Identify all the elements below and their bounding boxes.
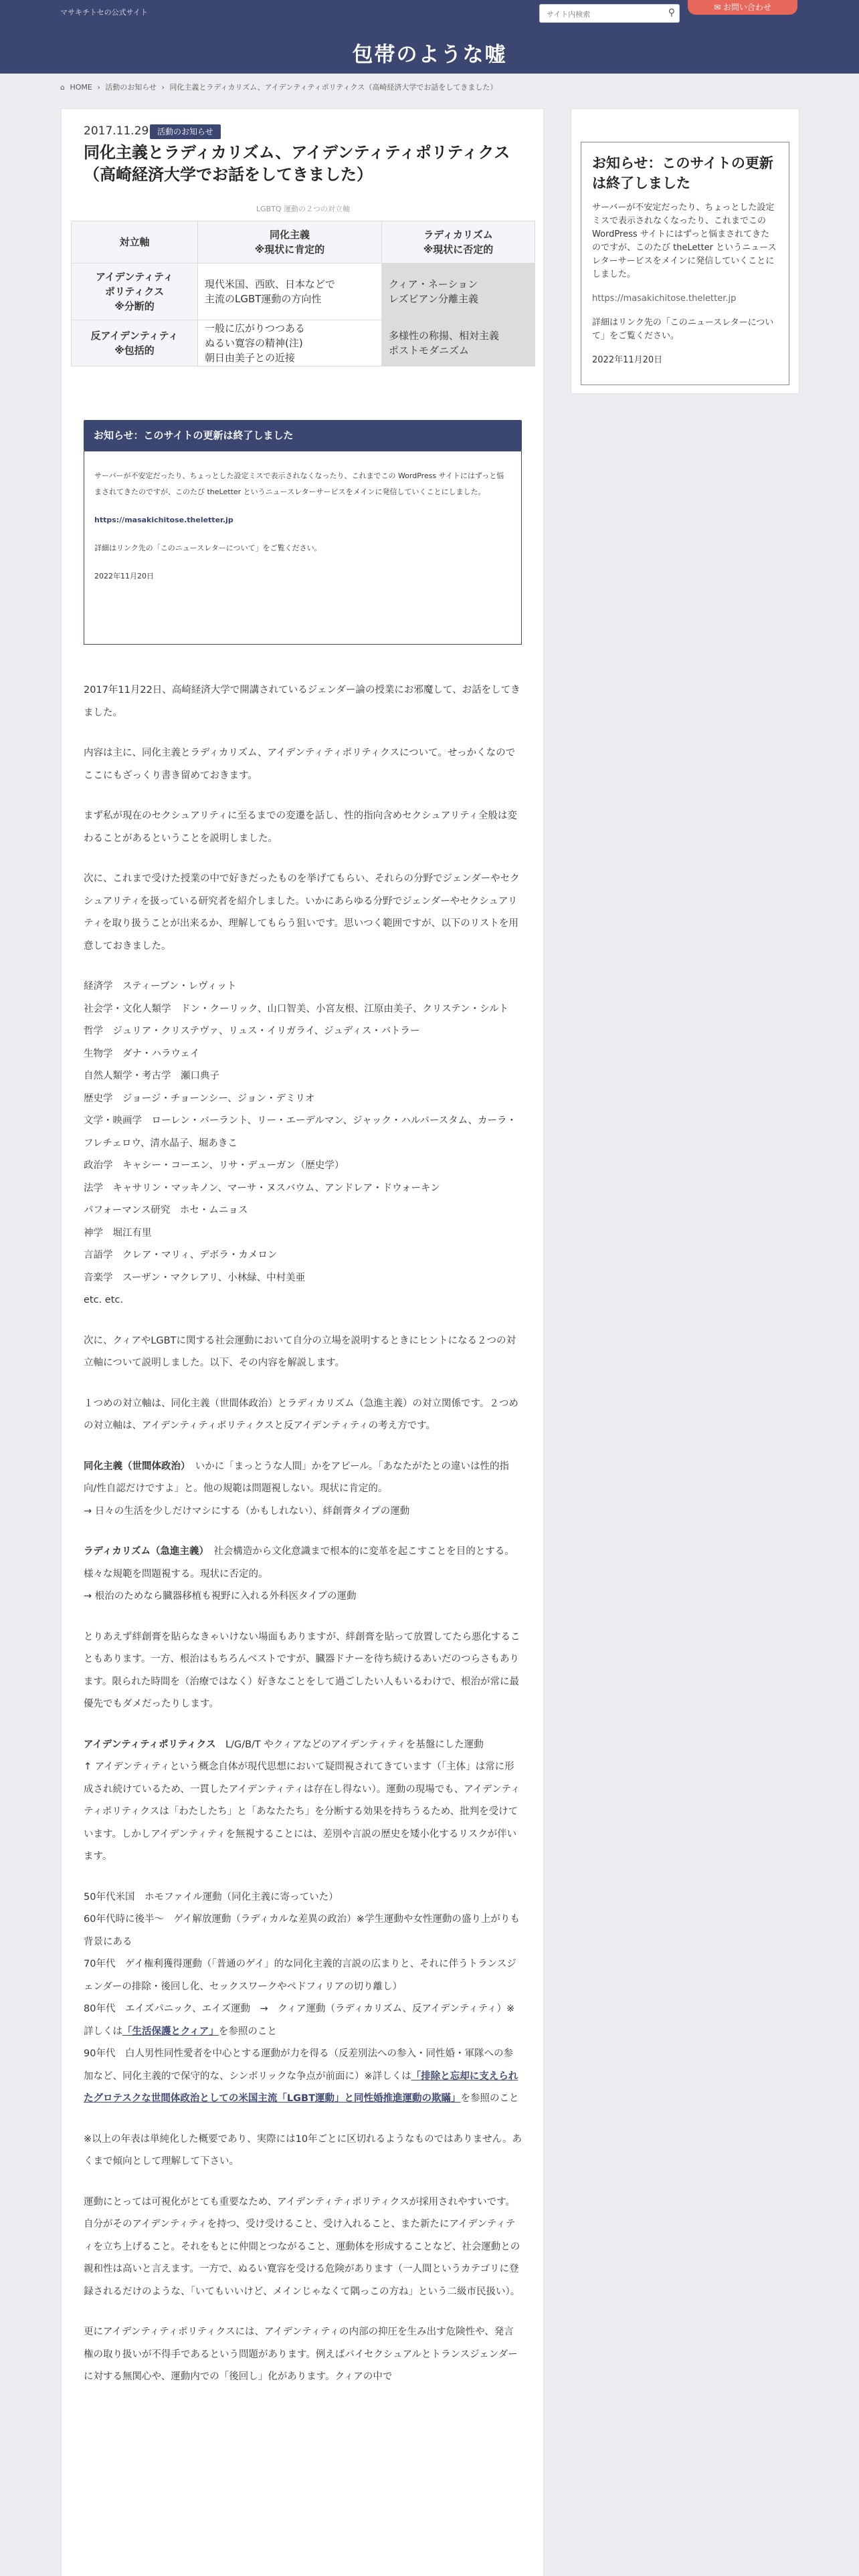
list-item: etc. etc.	[84, 1295, 123, 1305]
paragraph: 更にアイデンティティポリティクスには、アイデンティティの内部の抑圧を生み出す危険性や、発言権の取り扱いが不得手であるという問題があります。例えばバイセクシュアルとトランスジェンダーに対する無関心や、運動内での「後回し」化があります。クィアの中で	[84, 2327, 518, 2382]
assimilation-block: 同化主義（世間体政治） いかに「まっとうな人間」かをアピール。「あなたがたとの違いは性的指向/性自認だけですよ」と。他の規範は問題視しない。現状に肯定的。 → 日々の生活を少しだけマシにする（かもしれない）、絆創膏タイプの運動	[84, 1461, 509, 1517]
article-link[interactable]: 「排除と忘却に支えられたグロテスクな世間体政治としての米国主流「LGBT運動」と同性婚推進運動の欺瞞」	[84, 2070, 518, 2104]
paragraph: ※以上の年表は単純化した概要であり、実際には10年ごとに区切れるようなものではありません。あくまで傾向として理解して下さい。	[84, 2133, 522, 2167]
table-header-cell: ラディカリズム ※現状に否定的	[382, 221, 535, 263]
notice-link[interactable]: https://masakichitose.theletter.jp	[94, 516, 233, 524]
notice-text: サーバーが不安定だったり、ちょっとした設定ミスで表示されなくなったり、これまでこの WordPress サイトにはずっと悩まされてきたのですが、このたび theLetter というニュースレターサービスをメインに発信していくことにしました。	[94, 471, 504, 496]
list-item: 言語学 クレア・マリィ、デボラ・カメロン	[84, 1250, 278, 1261]
table-cell: 多様性の称揚、相対主義 ポストモダニズム	[382, 320, 535, 366]
paragraph: 2017年11月22日、高崎経済大学で開講されているジェンダー論の授業にお邪魔して、お話をしてきました。	[84, 685, 520, 718]
table-cell: 現代米国、西欧、日本などで 主流のLGBT運動の方向性	[198, 263, 382, 320]
table-header-cell: 同化主義 ※現状に肯定的	[198, 221, 382, 263]
site-header	[0, 0, 859, 74]
site-tagline: マサキチトセの公式サイト	[60, 8, 148, 17]
breadcrumb-separator-icon: ›	[97, 83, 100, 92]
paragraph: 次に、これまで受けた授業の中で好きだったものを挙げてもらい、それらの分野でジェンダーやセクシュアリティを扱っている研究者を紹介しました。いかにあらゆる分野でジェンダーやセクシュアリティを取り扱うことが出来るか、理解してもらう狙いです。思いつく範囲ですが、以下のリストを用意しておきました。	[84, 873, 520, 952]
table-cell: クィア・ネーション レズビアン分離主義	[382, 263, 535, 320]
term: アイデンティティポリティクス	[84, 1739, 216, 1750]
list-item: 50年代米国 ホモファイル運動（同化主義に寄っていた）	[84, 1891, 339, 1903]
sidebar-link[interactable]: https://masakichitose.theletter.jp	[592, 294, 737, 304]
sidebar-title: お知らせ：このサイトの更新は終了しました	[592, 155, 773, 191]
article-body	[84, 679, 522, 2407]
paragraph: とりあえず絆創膏を貼らなきゃいけない場面もありますが、絆創膏を貼って放置してたら悪化することもあります。一方、根治はもちろんベストですが、臓器ドナーを待ち続けるあいだのつらさもあります。限られた時間を（治療ではなく）好きなことをして過ごしたい人もいるわけで、根治が常に最優先でもダメだったりします。	[84, 1631, 520, 1709]
post-title: 同化主義とラディカリズム、アイデンティティポリティクス（高崎経済大学でお話をしてきました）	[84, 143, 510, 184]
search-icon[interactable]: ⚲	[668, 7, 675, 18]
list-item: 90年代 白人男性同性愛者を中心とする運動が力を得る（反差別法への参入・同性婚・軍隊への参加など、同化主義的で保守的な、シンボリックな争点が前面に）※詳しくは「排除と忘却に支えられたグロテスクな世間体政治としての米国主流「LGBT運動」と同性婚推進運動の欺瞞」を参照のこと	[84, 2048, 519, 2104]
breadcrumb	[60, 82, 500, 92]
list-item: 神学 堀江有里	[84, 1227, 152, 1239]
sidebar-text: 詳細はリンク先の「このニュースレターについて」をご覧ください。	[592, 318, 774, 341]
term-explanation: ↑ アイデンティティという概念自体が現代思想において疑問視されてきています（「主体」は常に形成され続けているため、一貫したアイデンティティは存在し得ない）。運動の現場でも、アイデンティティポリティクスは「わたしたち」と「あなたたち」を分断する効果を持ちうるため、批判を受けています。しかしアイデンティティを無視することには、差別や言説の歴史を矮小化するリスクが伴います。	[84, 1761, 520, 1862]
list-item: 60年代時に後半〜 ゲイ解放運動（ラディカルな差異の政治）※学生運動や女性運動の盛り上がりも背景にある	[84, 1914, 520, 1947]
history-list	[84, 1887, 522, 2111]
breadcrumb-separator-icon: ›	[161, 83, 165, 92]
table-row-header: アイデンティティ ポリティクス ※分断的	[72, 263, 198, 320]
notice-box	[84, 451, 522, 645]
search-input[interactable]	[545, 5, 662, 23]
researcher-list	[84, 976, 522, 1312]
category-badge[interactable]: 活動のお知らせ	[150, 124, 221, 139]
term: 同化主義（世間体政治）	[84, 1461, 186, 1472]
contact-button[interactable]: ✉ お問い合わせ	[688, 0, 797, 15]
term-note: → 根治のためなら臓器移植も視野に入れる外科医タイプの運動	[84, 1591, 357, 1602]
sidebar-date: 2022年11月20日	[592, 355, 663, 365]
sidebar-text: サーバーが不安定だったり、ちょっとした設定ミスで表示されなくなったり、これまでこの WordPress サイトにはずっと悩まされてきたのですが、このたび theLetter というニュースレターサービスをメインに発信していくことにしました。	[592, 203, 777, 280]
list-item: 80年代 エイズパニック、エイズ運動 → クィア運動（ラディカリズム、反アイデンティティ）※詳しくは「生活保護とクィア」を参照のこと	[84, 2004, 515, 2037]
list-item: 自然人類学・考古学 瀬口典子	[84, 1071, 219, 1081]
post-date: 2017.11.29	[84, 124, 149, 138]
paragraph: まず私が現在のセクシュアリティに至るまでの変遷を話し、性的指向含めセクシュアリティ全般は変わることがあるということを説明しました。	[84, 811, 517, 844]
list-item: 生物学 ダナ・ハラウェイ	[84, 1048, 200, 1059]
table-cell: 一般に広がりつつある ぬるい寛容の精神(注) 朝日由美子との近接	[198, 320, 382, 366]
paragraph: 運動にとっては可視化がとても重要なため、アイデンティティポリティクスが採用されやすいです。自分がそのアイデンティティを持つ、受け受けること、受け入れること、また新たにアイデンティティを立ち上げること。それをもとに仲間とつながること、運動体を形成することなど、社会運動との親和性は高いと言えます。一方で、ぬるい寛容を受ける危険があります（一人間というカテゴリに登録されるだけのような、「いてもいいけど、メインじゃなくて隅っこの方ね」という二級市民扱い）。	[84, 2196, 520, 2297]
home-icon: ⌂	[60, 83, 65, 92]
breadcrumb-current: 同化主義とラディカリズム、アイデンティティポリティクス（高崎経済大学でお話をしてきました）	[169, 83, 498, 92]
paragraph: 次に、クィアやLGBTに関する社会運動において自分の立場を説明するときにヒントになる２つの対立軸について説明しました。以下、その内容を解説します。	[84, 1335, 516, 1368]
list-item: 経済学 スティーブン・レヴィット	[84, 981, 237, 992]
list-item: 70年代 ゲイ権利獲得運動（「普通のゲイ」的な同化主義的言説の広まりと、それに伴うトランスジェンダーの排除・後回し化、セックスワークやペドフィリアの切り離し）	[84, 1959, 516, 1992]
breadcrumb-home[interactable]: HOME	[70, 83, 92, 92]
table-caption: LGBTQ 運動の２つの対立軸	[256, 205, 351, 213]
article-link[interactable]: 「生活保護とクィア」	[122, 2026, 219, 2037]
term: ラディカリズム（急進主義）	[84, 1546, 204, 1557]
list-item: 文学・映画学 ローレン・バーラント、リー・エーデルマン、ジャック・ハルバースタム、カーラ・フレチェロウ、清水晶子、堀あきこ	[84, 1115, 517, 1149]
list-item: 歴史学 ジョージ・チョーンシー、ジョン・デミリオ	[84, 1093, 315, 1104]
paragraph: １つめの対立軸は、同化主義（世間体政治）とラディカリズム（急進主義）の対立関係です。２つめの対立軸は、アイデンティティポリティクスと反アイデンティティの考え方です。	[84, 1398, 518, 1431]
axis-table	[71, 221, 535, 366]
notice-text: 詳細はリンク先の「このニュースレターについて」をご覧ください。	[94, 544, 322, 552]
list-item: 哲学 ジュリア・クリステヴァ、リュス・イリガライ、ジュディス・バトラー	[84, 1026, 420, 1037]
list-item: パフォーマンス研究 ホセ・ムニョス	[84, 1205, 248, 1216]
paragraph: 内容は主に、同化主義とラディカリズム、アイデンティティポリティクスについて。せっかくなのでここにもざっくり書き留めておきます。	[84, 748, 516, 781]
table-header-cell: 対立軸	[72, 221, 198, 263]
list-item: 法学 キャサリン・マッキノン、マーサ・ヌスバウム、アンドレア・ドウォーキン	[84, 1182, 440, 1194]
term-note: → 日々の生活を少しだけマシにする（かもしれない）、絆創膏タイプの運動	[84, 1505, 410, 1517]
breadcrumb-category[interactable]: 活動のお知らせ	[105, 83, 157, 92]
list-item: 音楽学 スーザン・マクレアリ、小林緑、中村美亜	[84, 1272, 306, 1283]
list-item: 社会学・文化人類学 ドン・クーリック、山口智美、小宮友根、江原由美子、クリステン・シルト	[84, 1003, 509, 1014]
site-title[interactable]: 包帯のような嘘	[352, 43, 507, 67]
radicalism-block: ラディカリズム（急進主義） 社会構造から文化意識まで根本的に変革を起こすことを目的とする。様々な規範を問題視する。現状に否定的。 → 根治のためなら臓器移植も視野に入れる外科医タイプの運動	[84, 1546, 514, 1602]
notice-date: 2022年11月20日	[94, 572, 154, 580]
sidebar-notice	[581, 142, 789, 385]
identity-politics-block: アイデンティティポリティクス L/G/B/T やクィアなどのアイデンティティを基盤にした運動 ↑ アイデンティティという概念自体が現代思想において疑問視されてきています（「主体」は常に形成され続けているため、一貫したアイデンティティは存在し得ない）。運動の現場でも、アイデンティティポリティクスは「わたしたち」と「あなたたち」を分断する効果を持ちうるため、批判を受けています。しかしアイデンティティを無視することには、差別や言説の歴史を矮小化するリスクが伴います。	[84, 1739, 520, 1862]
list-item: 政治学 キャシー・コーエン、リサ・デューガン（歴史学）	[84, 1160, 345, 1171]
table-row-header: 反アイデンティティ ※包括的	[72, 320, 198, 366]
search-box[interactable]	[539, 4, 680, 23]
notice-heading: お知らせ：このサイトの更新は終了しました	[84, 420, 522, 451]
